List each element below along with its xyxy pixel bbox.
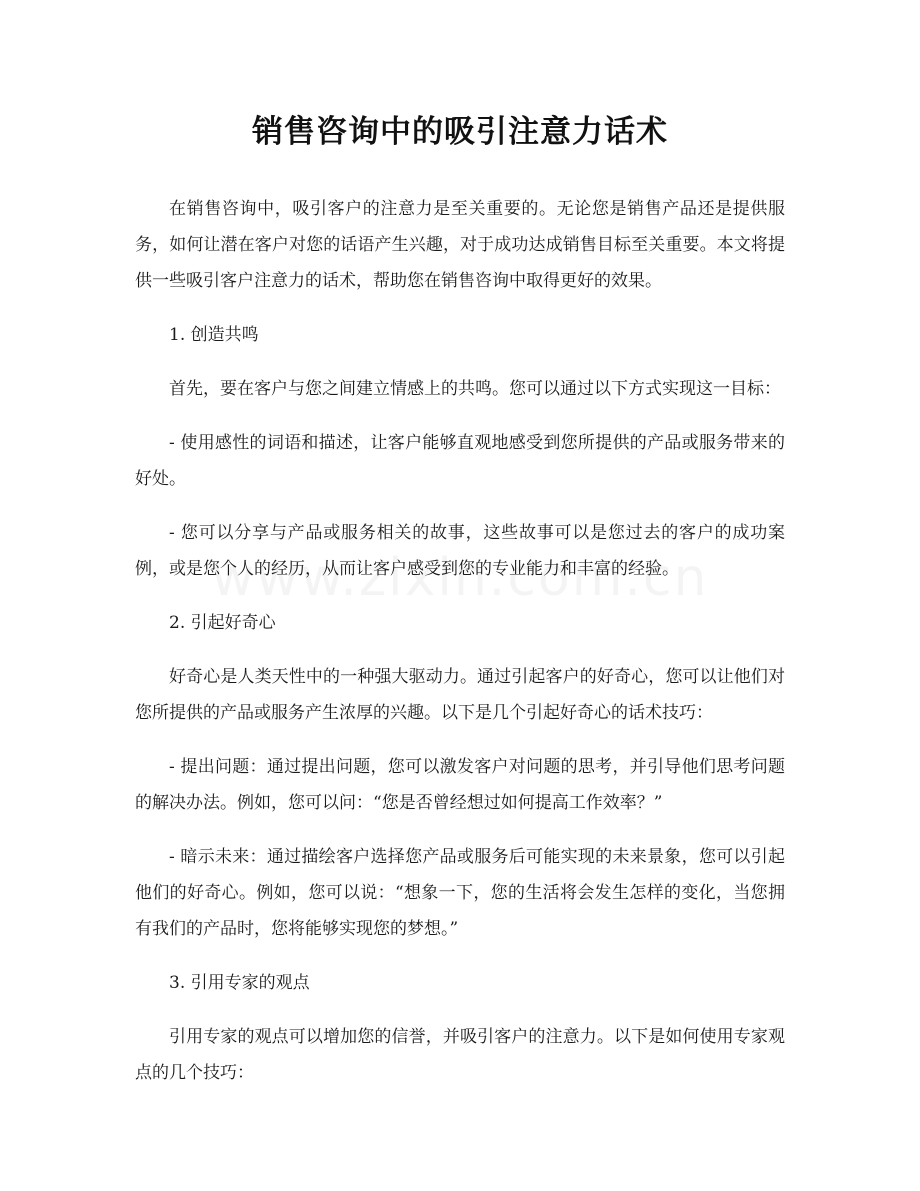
- section-1-bullet-1: - 使用感性的词语和描述，让客户能够直观地感受到您所提供的产品或服务带来的好处。: [135, 433, 785, 489]
- section-2-bullet-1: - 提出问题：通过提出问题，您可以激发客户对问题的思考，并引导他们思考问题的解决办法。例如，您可以问：“您是否曾经想过如何提高工作效率？”: [135, 757, 785, 813]
- section-heading-1: 1. 创造共鸣: [169, 325, 259, 345]
- document-title: 销售咨询中的吸引注意力话术: [252, 114, 668, 150]
- section-1-bullet-2: - 您可以分享与产品或服务相关的故事，这些故事可以是您过去的客户的成功案例，或是您个人的经历，从而让客户感受到您的专业能力和丰富的经验。: [135, 523, 785, 579]
- intro-paragraph: 在销售咨询中，吸引客户的注意力是至关重要的。无论您是销售产品还是提供服务，如何让潜在客户对您的话语产生兴趣，对于成功达成销售目标至关重要。本文将提供一些吸引客户注意力的话术，帮助您在销售咨询中取得更好的效果。: [135, 199, 785, 291]
- section-heading-3: 3. 引用专家的观点: [169, 973, 310, 993]
- section-2-bullet-2: - 暗示未来：通过描绘客户选择您产品或服务后可能实现的未来景象，您可以引起他们的好奇心。例如，您可以说：“想象一下，您的生活将会发生怎样的变化，当您拥有我们的产品时，您将能够实现您的梦想。”: [135, 847, 785, 939]
- section-2-paragraph: 好奇心是人类天性中的一种强大驱动力。通过引起客户的好奇心，您可以让他们对您所提供的产品或服务产生浓厚的兴趣。以下是几个引起好奇心的话术技巧：: [135, 667, 785, 723]
- section-1-paragraph: 首先，要在客户与您之间建立情感上的共鸣。您可以通过以下方式实现这一目标：: [169, 379, 781, 399]
- section-3-paragraph: 引用专家的观点可以增加您的信誉，并吸引客户的注意力。以下是如何使用专家观点的几个技巧：: [135, 1027, 785, 1083]
- section-heading-2: 2. 引起好奇心: [169, 613, 276, 633]
